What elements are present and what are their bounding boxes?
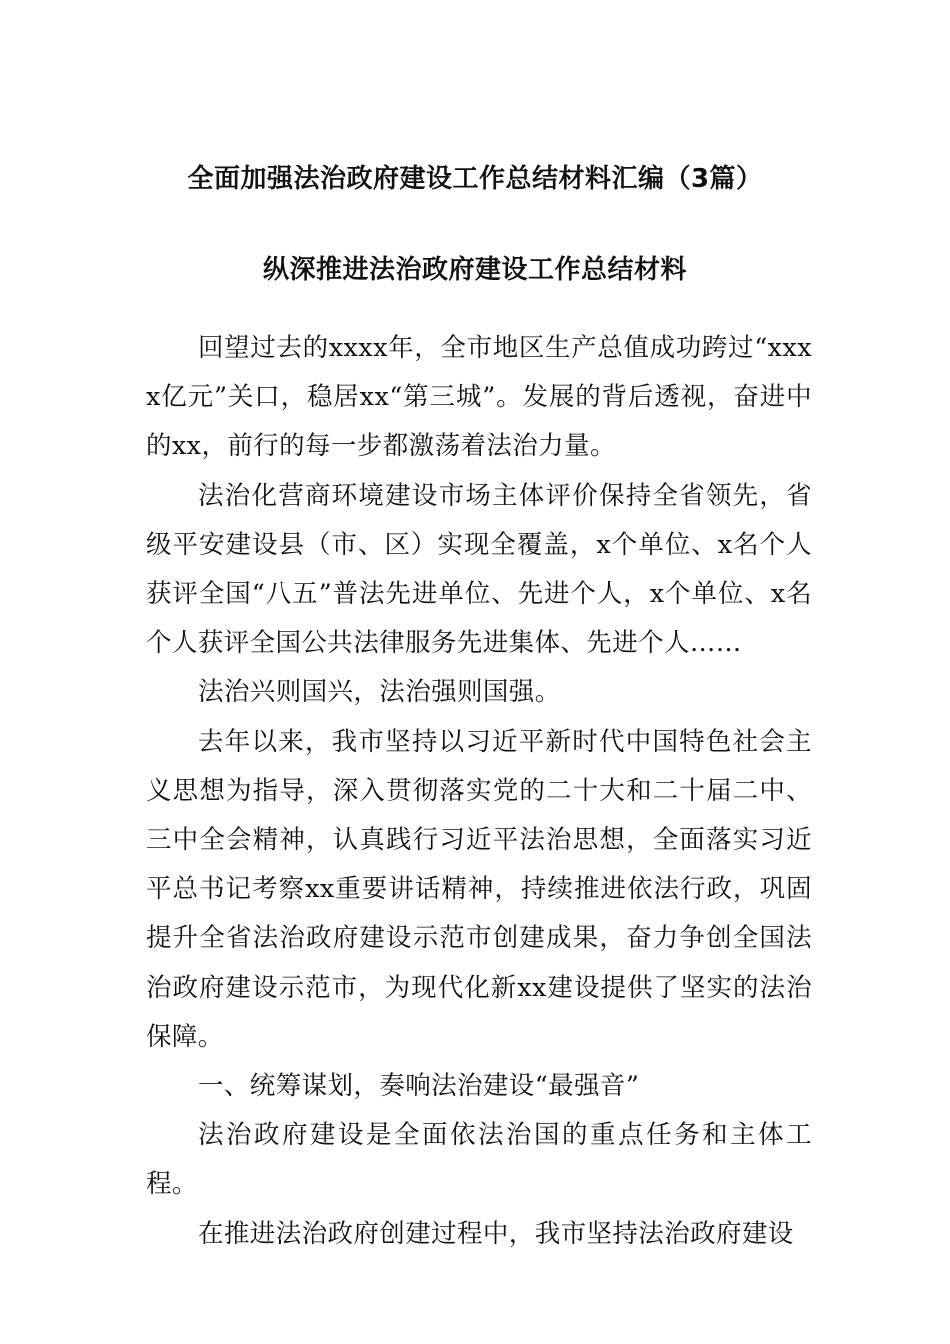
paragraph-6: 在推进法治政府创建过程中，我市坚持法治政府建设 (198, 1218, 794, 1249)
document-title: 全面加强法治政府建设工作总结材料汇编（3篇） (187, 164, 763, 194)
paragraph-4: 去年以来，我市坚持以习近平新时代中国特色社会主义思想为指导，深入贯彻落实党的二十大和二十届二中、三中全会精神，认真践行习近平法治思想，全面落实习近平总书记考察xx重要讲话精神，持续推进依法行政，巩固提升全省法治政府建设示范市创建成果，奋力争创全国法治政府建设示范市，为现代化新xx建设提供了坚实的法治保障。 (146, 726, 812, 1052)
subheading-1: 一、统筹谋划，奏响法治建设“最强音” (198, 1071, 640, 1102)
paragraph-3: 法治兴则国兴，法治强则国强。 (198, 677, 561, 708)
paragraph-2: 法治化营商环境建设市场主体评价保持全省领先，省级平安建设县（市、区）实现全覆盖，x个单位、x名个人获评全国“八五”普法先进单位、先进个人，x个单位、x名个人获评全国公共法律服务先进集体、先进个人…… (146, 480, 812, 659)
paragraph-1: 回望过去的xxxx年，全市地区生产总值成功跨过“xxxx亿元”关口，稳居xx“第三城”。发展的背后透视，奋进中的xx，前行的每一步都激荡着法治力量。 (146, 333, 812, 462)
document-body (146, 324, 812, 1259)
paragraph-5: 法治政府建设是全面依法治国的重点任务和主体工程。 (146, 1120, 812, 1200)
section-title: 纵深推进法治政府建设工作总结材料 (262, 255, 687, 285)
